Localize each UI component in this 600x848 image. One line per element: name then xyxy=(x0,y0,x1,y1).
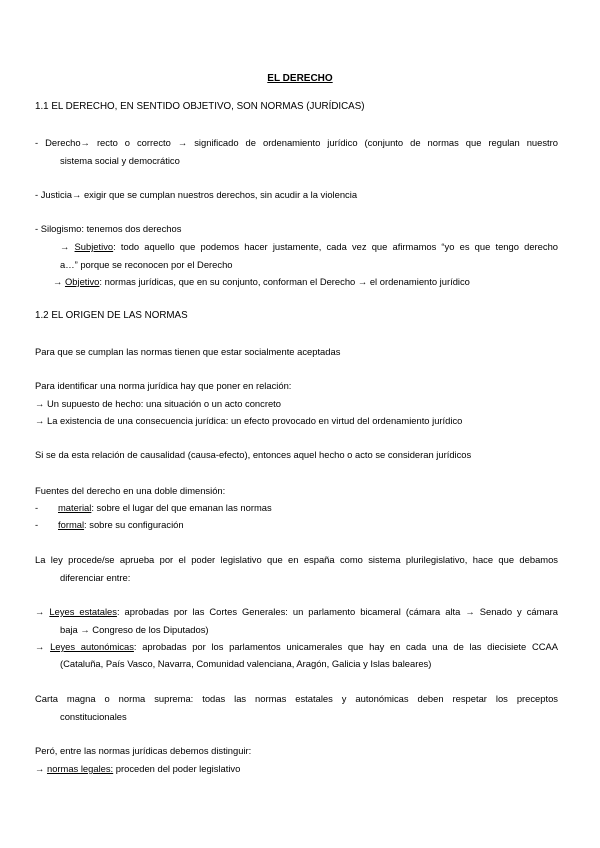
ley-line-1: La ley procede/se aprueba por el poder legislativo que en españa como sistema plurilegislativo, hace que debamos xyxy=(35,554,558,565)
formal-term: formal xyxy=(58,519,85,530)
section-heading-1-1: 1.1 EL DERECHO, EN SENTIDO OBJETIVO, SON NORMAS (JURÍDICAS) xyxy=(35,101,365,112)
causalidad-paragraph: Si se da esta relación de causalidad (causa-efecto), entonces aquel hecho o acto se consideran jurídicos xyxy=(35,449,472,460)
consecuencia-juridica-line: → La existencia de una consecuencia jurídica: un efecto provocado en virtud del ordenamiento jurídico xyxy=(35,415,463,426)
leyes-autonomicas-line-2: (Cataluña, País Vasco, Navarra, Comunidad valenciana, Aragón, Galicia y Islas baleares) xyxy=(60,658,432,669)
ley-line-2: diferenciar entre: xyxy=(60,572,131,583)
arrow-icon: → xyxy=(35,641,51,652)
fuentes-intro: Fuentes del derecho en una doble dimensión: xyxy=(35,485,226,496)
document-title: EL DERECHO xyxy=(267,73,333,84)
normas-legales-line xyxy=(35,763,240,775)
arrow-icon: → xyxy=(60,241,75,252)
bullet-dash: - xyxy=(35,519,39,530)
leyes-estatales-line xyxy=(35,606,558,618)
subjetivo-line xyxy=(60,241,558,253)
subjetivo-line-2: a…” porque se reconocen por el Derecho xyxy=(60,259,233,270)
arrow-icon: → xyxy=(53,276,65,287)
subjetivo-definition: : todo aquello que podemos hacer justamente, cada vez que afirmamos “yo es que tengo derecho xyxy=(113,241,558,252)
section-heading-1-2: 1.2 EL ORIGEN DE LAS NORMAS xyxy=(35,310,188,321)
objetivo-definition: : normas jurídicas, que en su conjunto, conforman el Derecho → el ordenamiento jurídico xyxy=(99,276,470,287)
derecho-line-1: - Derecho→ recto o correcto → significado de ordenamiento jurídico (conjunto de normas que regulan nuestro xyxy=(35,137,558,148)
arrow-icon: → xyxy=(35,763,47,774)
silogismo-intro: - Silogismo: tenemos dos derechos xyxy=(35,223,182,234)
bullet-dash: - xyxy=(35,502,39,513)
leyes-autonomicas-term: Leyes autonómicas xyxy=(50,641,134,652)
arrow-icon: → xyxy=(35,606,50,617)
carta-magna-line-2: constitucionales xyxy=(60,711,127,722)
leyes-autonomicas-definition: : aprobadas por los parlamentos unicamerales que hay en cada una de las diecisiete CCAA xyxy=(133,641,558,652)
formal-definition: : sobre su configuración xyxy=(84,519,184,530)
objetivo-line xyxy=(53,276,470,288)
material-definition: : sobre el lugar del que emanan las normas xyxy=(91,502,272,513)
leyes-estatales-line-2: baja → Congreso de los Diputados) xyxy=(60,624,209,635)
carta-magna-line-1: Carta magna o norma suprema: todas las normas estatales y autonómicas deben respetar los preceptos xyxy=(35,693,558,704)
fuentes-formal-item xyxy=(35,519,184,531)
leyes-estatales-definition: : aprobadas por las Cortes Generales: un parlamento bicameral (cámara alta → Senado y cámara xyxy=(116,606,558,617)
normas-legales-definition: proceden del poder legislativo xyxy=(113,763,241,774)
subjetivo-term: Subjetivo xyxy=(74,241,114,252)
normas-legales-term: normas legales: xyxy=(46,763,114,774)
identificar-intro: Para identificar una norma jurídica hay que poner en relación: xyxy=(35,380,292,391)
material-term: material xyxy=(58,502,92,513)
leyes-autonomicas-line xyxy=(35,641,558,653)
fuentes-material-item xyxy=(35,502,272,514)
objetivo-term: Objetivo xyxy=(64,276,100,287)
supuesto-hecho-line: → Un supuesto de hecho: una situación o un acto concreto xyxy=(35,398,281,409)
leyes-estatales-term: Leyes estatales xyxy=(49,606,117,617)
pero-paragraph: Peró, entre las normas jurídicas debemos distinguir: xyxy=(35,745,252,756)
cumplan-paragraph: Para que se cumplan las normas tienen que estar socialmente aceptadas xyxy=(35,346,341,357)
derecho-line-2: sistema social y democrático xyxy=(60,155,180,166)
justicia-line: - Justicia→ exigir que se cumplan nuestros derechos, sin acudir a la violencia xyxy=(35,189,358,200)
